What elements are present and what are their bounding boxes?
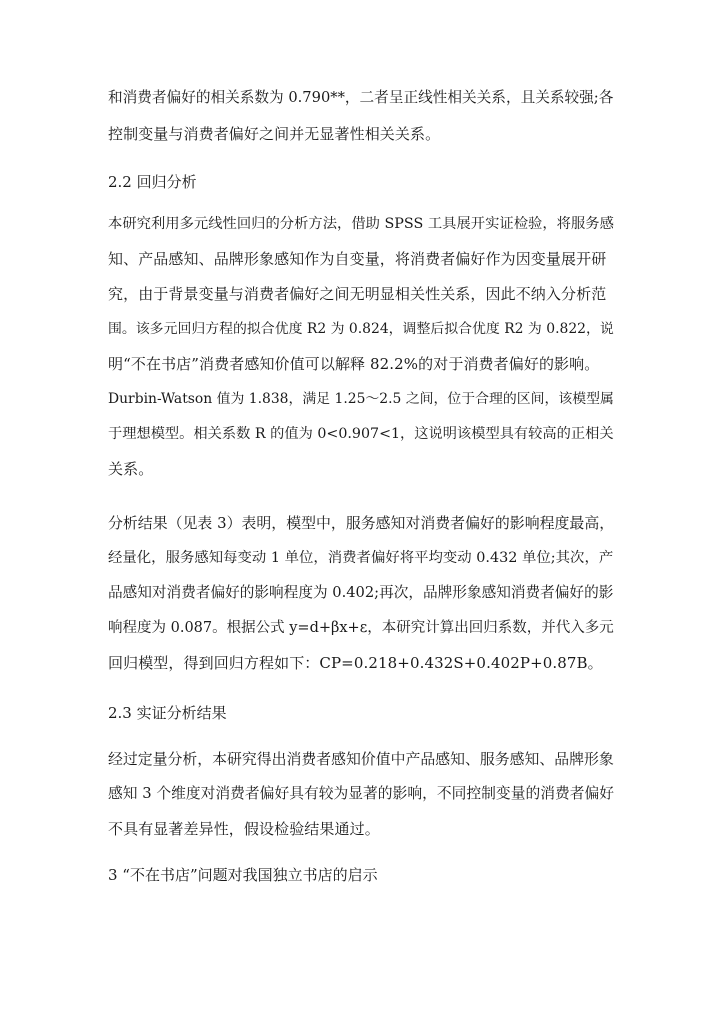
paragraph-2-line-3: 究，由于背景变量与消费者偏好之间无明显相关性关系，因此不纳入分析范 bbox=[108, 285, 607, 303]
paragraph-4-line-1: 经过定量分析，本研究得出消费者感知价值中产品感知、服务感知、品牌形象 bbox=[108, 750, 614, 768]
paragraph-4-line-2: 感知 3 个维度对消费者偏好具有较为显著的影响，不同控制变量的消费者偏好 bbox=[108, 785, 615, 802]
paragraph-3-line-5: 回归模型，得到回归方程如下：CP=0.218+0.432S+0.402P+0.87B。 bbox=[108, 654, 603, 672]
paragraph-3-line-2: 经量化，服务感知每变动 1 单位，消费者偏好将平均变动 0.432 单位;其次，产 bbox=[108, 550, 614, 566]
section-heading-2-3: 2.3 实证分析结果 bbox=[108, 704, 227, 722]
paragraph-3-line-4: 响程度为 0.087。根据公式 y=d+βx+ε，本研究计算出回归系数，并代入多元 bbox=[108, 620, 614, 636]
paragraph-1-line-1: 和消费者偏好的相关系数为 0.790**，二者呈正线性相关关系，且关系较强;各 bbox=[108, 89, 614, 106]
paragraph-3-line-1: 分析结果（见表 3）表明，模型中，服务感知对消费者偏好的影响程度最高， bbox=[108, 514, 615, 532]
paragraph-2-line-2: 知、产品感知、品牌形象感知作为自变量，将消费者偏好作为因变量展开研 bbox=[108, 250, 607, 268]
paragraph-2-line-6: Durbin-Watson 值为 1.838，满足 1.25～2.5 之间，位于合理的区间，该模型属 bbox=[108, 391, 614, 407]
paragraph-2-line-4: 围。该多元回归方程的拟合优度 R2 为 0.824，调整后拟合优度 R2 为 0.822，说 bbox=[108, 321, 614, 337]
paragraph-3-line-3: 品感知对消费者偏好的影响程度为 0.402;再次，品牌形象感知消费者偏好的影 bbox=[108, 584, 614, 601]
paragraph-2-line-1: 本研究利用多元线性回归的分析方法，借助 SPSS 工具展开实证检验，将服务感 bbox=[108, 216, 614, 232]
paragraph-2-line-7: 于理想模型。相关系数 R 的值为 0<0.907<1，这说明该模型具有较高的正相关 bbox=[108, 426, 614, 442]
paragraph-2-line-8: 关系。 bbox=[108, 460, 154, 478]
paragraph-1-line-2: 控制变量与消费者偏好之间并无显著性相关关系。 bbox=[108, 125, 441, 143]
section-heading-2-2: 2.2 回归分析 bbox=[108, 173, 197, 191]
paragraph-4-line-3: 不具有显著差异性，假设检验结果通过。 bbox=[108, 820, 380, 838]
paragraph-2-line-5: 明“不在书店”消费者感知价值可以解释 82.2%的对于消费者偏好的影响。 bbox=[108, 355, 600, 373]
section-heading-3: 3 “不在书店”问题对我国独立书店的启示 bbox=[108, 866, 378, 884]
